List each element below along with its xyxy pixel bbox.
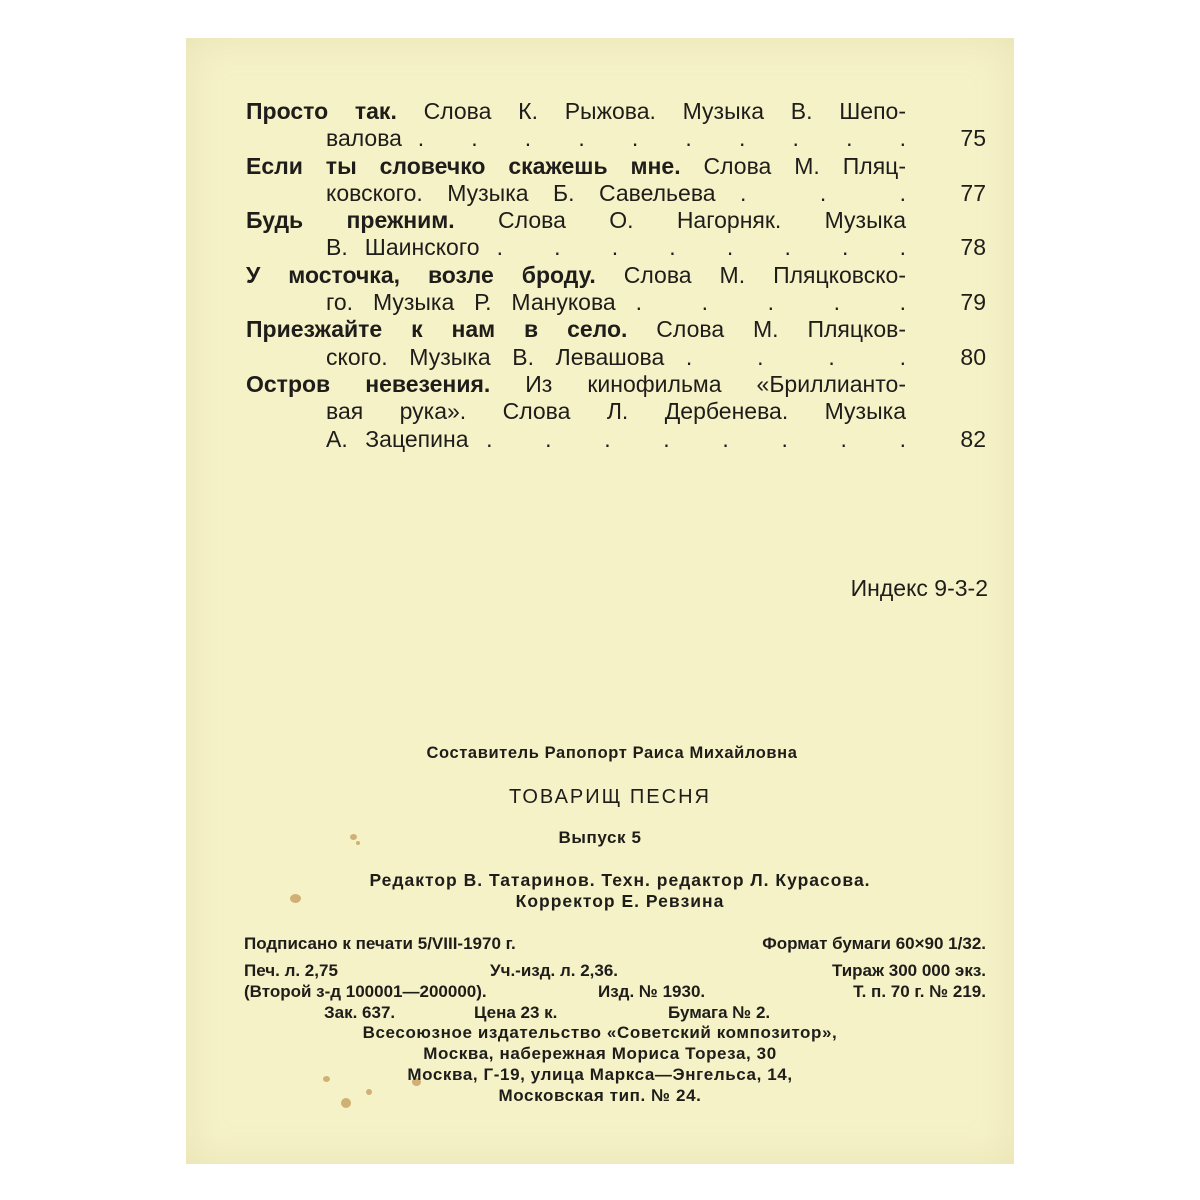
toc-entry-title: Если ты словечко скажешь мне. xyxy=(246,152,681,179)
toc-page-number: 82 xyxy=(960,425,986,452)
toc-entry-credits: Слова О. Нагорняк. Музыка xyxy=(454,207,906,234)
dot-leader: . . . . xyxy=(685,343,906,370)
toc-entry-credits: А. Зацепина xyxy=(326,425,469,452)
toc-page-number: 80 xyxy=(960,343,986,370)
publisher-postal-address: Москва, Г-19, улица Маркса—Энгельса, 14, xyxy=(407,1065,793,1084)
second-plant: (Второй з-д 100001—200000). xyxy=(244,982,487,1001)
toc-entry-credits: Слова К. Рыжова. Музыка В. Шепо- xyxy=(396,98,906,124)
dot-leader: . . . . . . . . xyxy=(486,425,907,452)
toc-page-number: 75 xyxy=(960,125,986,152)
toc-entry-line xyxy=(246,398,986,425)
toc-entry-credits: ского. Музыка В. Левашова xyxy=(326,343,665,370)
dot-leader: . . . . . xyxy=(635,289,906,316)
toc-entry-line xyxy=(246,125,986,152)
toc-entry-credits: валова xyxy=(326,125,402,152)
toc-entry-line xyxy=(246,344,986,371)
price: Цена 23 к. xyxy=(474,1003,558,1022)
imprint-line xyxy=(244,1002,986,1023)
toc-entry-title: Будь прежним. xyxy=(246,207,455,234)
toc-entry-line xyxy=(246,316,986,343)
imprint-line xyxy=(244,981,986,1002)
toc-page-number: 79 xyxy=(960,289,986,316)
toc-entry-line xyxy=(246,234,986,261)
print-sheets: Печ. л. 2,75 xyxy=(244,961,338,980)
catalog-index: Индекс 9-3-2 xyxy=(850,575,988,601)
compiler-line: Составитель Рапопорт Раиса Михайловна xyxy=(426,744,798,762)
book-page xyxy=(186,38,1014,1164)
toc-entry-line xyxy=(246,426,986,453)
toc-entry-line xyxy=(246,371,986,398)
paper-grade: Бумага № 2. xyxy=(668,1003,771,1022)
toc-entry-line xyxy=(246,289,986,316)
imprint-line xyxy=(244,960,986,981)
imprint-line xyxy=(244,933,986,954)
publishing-sheets: Уч.-изд. л. 2,36. xyxy=(490,961,619,980)
signed-for-print: Подписано к печати 5/VIII-1970 г. xyxy=(244,934,516,953)
toc-page-number: 78 xyxy=(960,234,986,261)
paper-format: Формат бумаги 60×90 1/32. xyxy=(762,934,986,953)
tp-number: Т. п. 70 г. № 219. xyxy=(853,982,986,1001)
toc-entry-line xyxy=(246,98,986,125)
dot-leader: . . . . . . . . xyxy=(496,234,906,261)
toc-entry-title: Приезжайте к нам в село. xyxy=(246,316,628,343)
toc-entry-credits: Слова М. Пляц- xyxy=(680,152,906,179)
toc-entry-credits: Слова М. Пляцков- xyxy=(627,316,907,343)
table-of-contents xyxy=(246,98,986,453)
corrector-line: Корректор Е. Ревзина xyxy=(515,891,725,911)
toc-entry-line xyxy=(246,153,986,180)
toc-entry-line xyxy=(246,262,986,289)
toc-entry-credits: Слова М. Пляцковско- xyxy=(595,261,906,288)
publication-number: Изд. № 1930. xyxy=(598,982,706,1001)
toc-page-number: 77 xyxy=(960,179,986,206)
editors-line: Редактор В. Татаринов. Техн. редактор Л. Курасова. xyxy=(369,870,871,890)
dot-leader: . . . . . . . . . . xyxy=(417,125,906,152)
book-title: ТОВАРИЩ ПЕСНЯ xyxy=(509,786,711,808)
printer-line: Московская тип. № 24. xyxy=(498,1086,702,1105)
toc-entry-credits: ковского. Музыка Б. Савельева xyxy=(326,179,716,206)
order-number: Зак. 637. xyxy=(324,1003,396,1022)
toc-entry-credits: Из кинофильма «Бриллианто- xyxy=(490,370,906,397)
publisher-address: Москва, набережная Мориса Тореза, 30 xyxy=(423,1044,777,1063)
toc-entry-line xyxy=(246,180,986,207)
toc-entry-title: Просто так. xyxy=(246,98,397,124)
toc-entry-title: Остров невезения. xyxy=(246,370,491,397)
print-run: Тираж 300 000 экз. xyxy=(831,961,986,980)
publisher-line: Всесоюзное издательство «Советский композитор», xyxy=(362,1023,838,1042)
toc-entry-credits: вая рука». Слова Л. Дербенева. Музыка xyxy=(326,398,906,425)
dot-leader: . . . xyxy=(740,179,906,206)
toc-entry-credits: го. Музыка Р. Манукова xyxy=(326,289,616,316)
toc-entry-title: У мосточка, возле броду. xyxy=(246,261,596,288)
toc-entry-credits: В. Шаинского xyxy=(326,234,480,261)
toc-entry-line xyxy=(246,207,986,234)
issue-number: Выпуск 5 xyxy=(558,828,642,847)
